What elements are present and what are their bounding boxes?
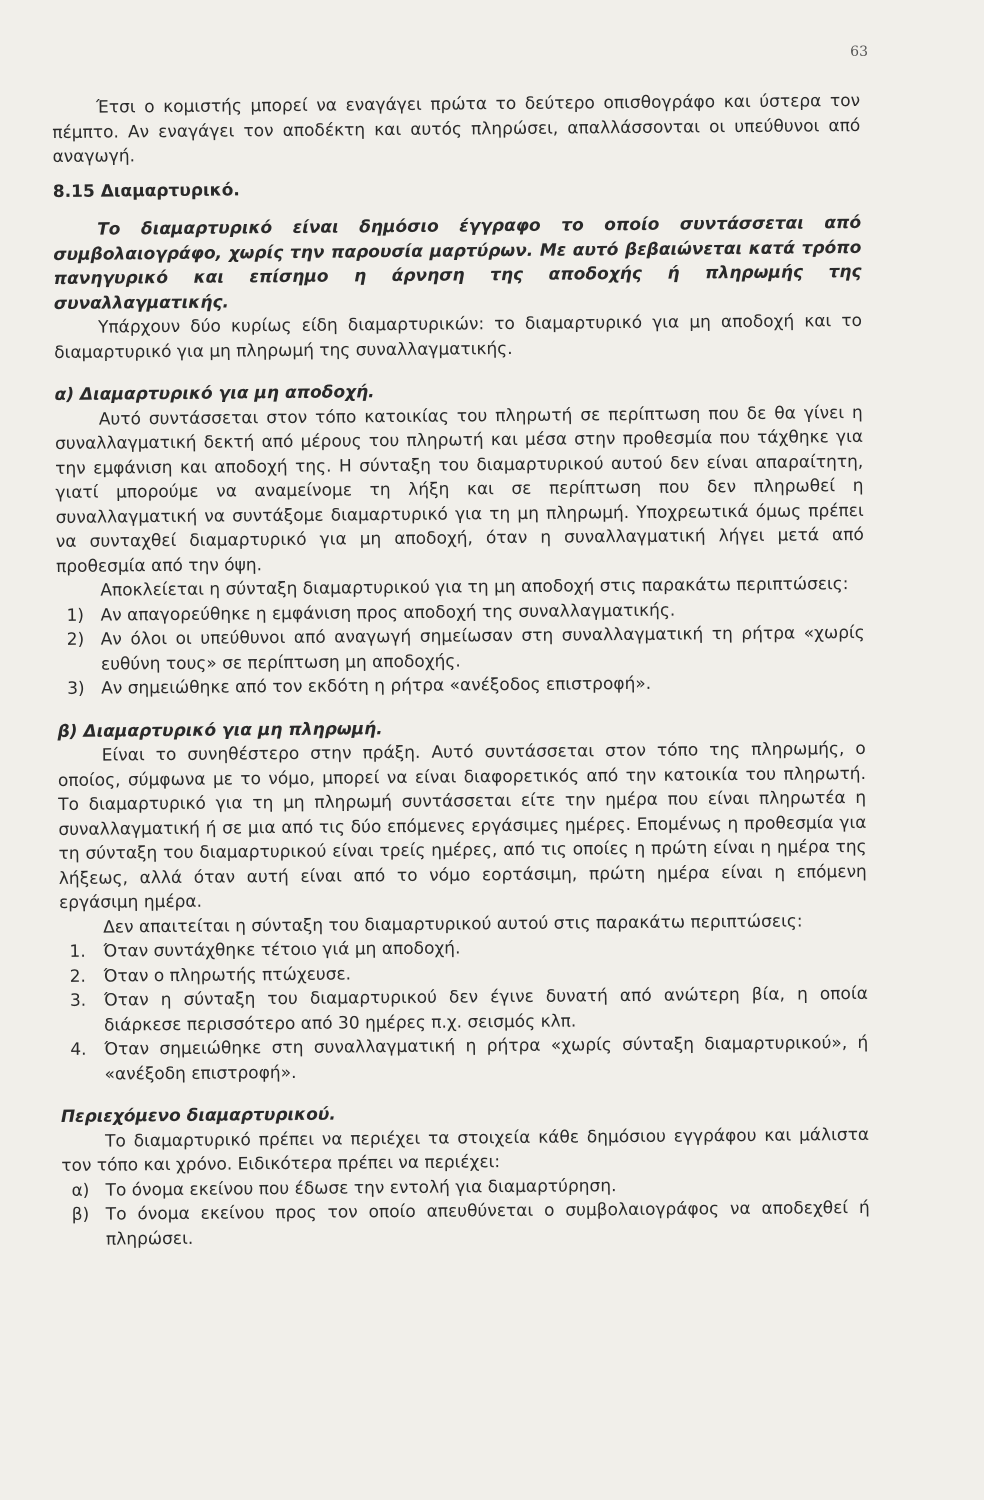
list-item-text: Το όνομα εκείνου προς τον οποίο απευθύνεται ο συμβολαιογράφος να αποδεχθεί ή πληρώσει.	[105, 1197, 870, 1250]
section-title: 8.15 Διαμαρτυρικό.	[52, 179, 240, 202]
contents-heading: Περιεχόμενο διαμαρτυρικού.	[60, 1104, 336, 1127]
list-item-text: Όταν συντάχθηκε τέτοιο γιά μη αποδοχή.	[103, 938, 461, 962]
list-marker: 4.	[70, 1039, 87, 1060]
intro-paragraph: Έτσι ο κομιστής μπορεί να εναγάγει πρώτα το δεύτερο οπισθογράφο και ύστερα τον πέμπτο. Αν εναγάγει τον αποδέκτη και αυτός πληρώσει, απαλλάσσονται οι υπεύθυνοι από αναγωγή.	[52, 90, 861, 167]
list-item	[57, 621, 865, 677]
list-marker: 3.	[69, 990, 87, 1011]
contents-paragraph: Το διαμαρτυρικό πρέπει να περιέχει τα στοιχεία κάθε δημόσιου εγγράφου και μάλιστα τον τόπο και χρόνο. Ειδικότερα πρέπει να περιέχει:	[61, 1124, 870, 1176]
non-acceptance-paragraph: Αυτό συντάσσεται στον τόπο κατοικίας του πληρωτή σε περίπτωση που δε θα γίνει η συναλλαγματική δεκτή από μέρους του πληρωτή και μέσα στην προθεσμία που τάχθηκε για την εμφάνιση και αποδοχή της. Η σύνταξη του διαμαρτυρικού αυτού δεν είναι απαραίτητη, γιατί μπορούμε να αναμείνομε τη λήξη και σε περίπτωση που δεν πληρωθεί η συναλλαγματική να συντάξομε διαμαρτυρικό για τη μη πληρωμή. Υποχρεωτικά όμως πρέπει να συνταχθεί διαμαρτυρικό για μη αποδοχή, όταν η συναλλαγματική λήγει μετά από προθεσμία από την όψη.	[54, 402, 864, 577]
excluded-cases-list	[56, 596, 865, 701]
list-marker: 3)	[67, 678, 85, 699]
not-required-intro: Δεν απαιτείται η σύνταξη του διαμαρτυρικού αυτού στις παρακάτω περιπτώσεις:	[103, 910, 803, 938]
list-marker: β)	[71, 1204, 90, 1225]
list-item-text: Όταν σημειώθηκε στη συναλλαγματική η ρήτρα «χωρίς σύνταξη διαμαρτυρικού», ή «ανέξοδη επιστροφή».	[104, 1032, 869, 1085]
definition-paragraph: Το διαμαρτυρικό είναι δημόσιο έγγραφο το οποίο συντάσσεται από συμβολαιογράφο, χωρίς την παρουσία μαρτύρων. Με αυτό βεβαιώνεται κατά τρόπο πανηγυρικό και επίσημο η άρνηση της αποδοχής ή πληρωμής της συναλλαγματικής.	[53, 212, 862, 314]
non-acceptance-heading: α) Διαμαρτυρικό για μη αποδοχή.	[54, 382, 375, 405]
list-item-text: Όταν η σύνταξη του διαμαρτυρικού δεν έγινε δυνατή από ανώτερη βία, η οποία διάρκεσε περισσότερο από 30 ημέρες π.χ. σεισμός κλπ.	[103, 983, 868, 1036]
list-item-text: Αν όλοι οι υπεύθυνοι από αναγωγή σημείωσαν στη συναλλαγματική τη ρήτρα «χωρίς ευθύνη τους» σε περίπτωση μη αποδοχής.	[100, 622, 865, 675]
list-item	[60, 982, 868, 1038]
contents-list	[61, 1171, 870, 1252]
types-paragraph: Υπάρχουν δύο κυρίως είδη διαμαρτυρικών: το διαμαρτυρικό για μη αποδοχή και το διαμαρτυρικό για μη πληρωμή της συναλλαγματικής.	[54, 310, 863, 363]
non-payment-heading: β) Διαμαρτυρικό για μη πληρωμή.	[57, 718, 383, 742]
list-item-text: Αν απαγορεύθηκε η εμφάνιση προς αποδοχή της συναλλαγματικής.	[100, 600, 676, 626]
list-marker: 1)	[66, 605, 85, 626]
page-body	[52, 89, 870, 1252]
list-item	[60, 1031, 868, 1087]
list-item-text: Αν σημειώθηκε από τον εκδότη η ρήτρα «ανέξοδος επιστροφή».	[101, 673, 652, 699]
list-item-text: Το όνομα εκείνου που έδωσε την εντολή για διαμαρτύρηση.	[105, 1175, 617, 1201]
list-marker: 1.	[69, 941, 86, 962]
excluded-cases-intro: Αποκλείεται η σύνταξη διαμαρτυρικού για τη μη αποδοχή στις παρακάτω περιπτώσεις:	[100, 574, 849, 601]
not-required-cases-list	[59, 933, 868, 1087]
page-number: 63	[850, 44, 868, 60]
non-payment-paragraph: Είναι το συνηθέστερο στην πράξη. Αυτό συντάσσεται στον τόπο της πληρωμής, ο οποίος, σύμφωνα με το νόμο, μπορεί να είναι διαφορετικός από την κατοικία του πληρωτή. Το διαμαρτυρικό για τη μη πληρωμή συντάσσεται είτε την ημέρα που είναι πληρωτέα η συναλλαγματική ή σε μια από τις δύο επόμενες εργάσιμες ημέρες. Επομένως η προθεσμία για τη σύνταξη του διαμαρτυρικού είναι τρείς ημέρες, από τις οποίες η πρώτη είναι η ημέρα της λήξεως, αλλά όταν αυτή είναι από το νόμο εορτάσιμη, πρώτη ημέρα είναι η επόμενη εργάσιμη ημέρα.	[57, 738, 867, 913]
list-item	[62, 1196, 870, 1252]
list-marker: α)	[71, 1180, 90, 1201]
list-marker: 2)	[66, 629, 85, 650]
list-item-text: Όταν ο πληρωτής πτώχευσε.	[103, 963, 352, 987]
list-marker: 2.	[69, 966, 87, 987]
